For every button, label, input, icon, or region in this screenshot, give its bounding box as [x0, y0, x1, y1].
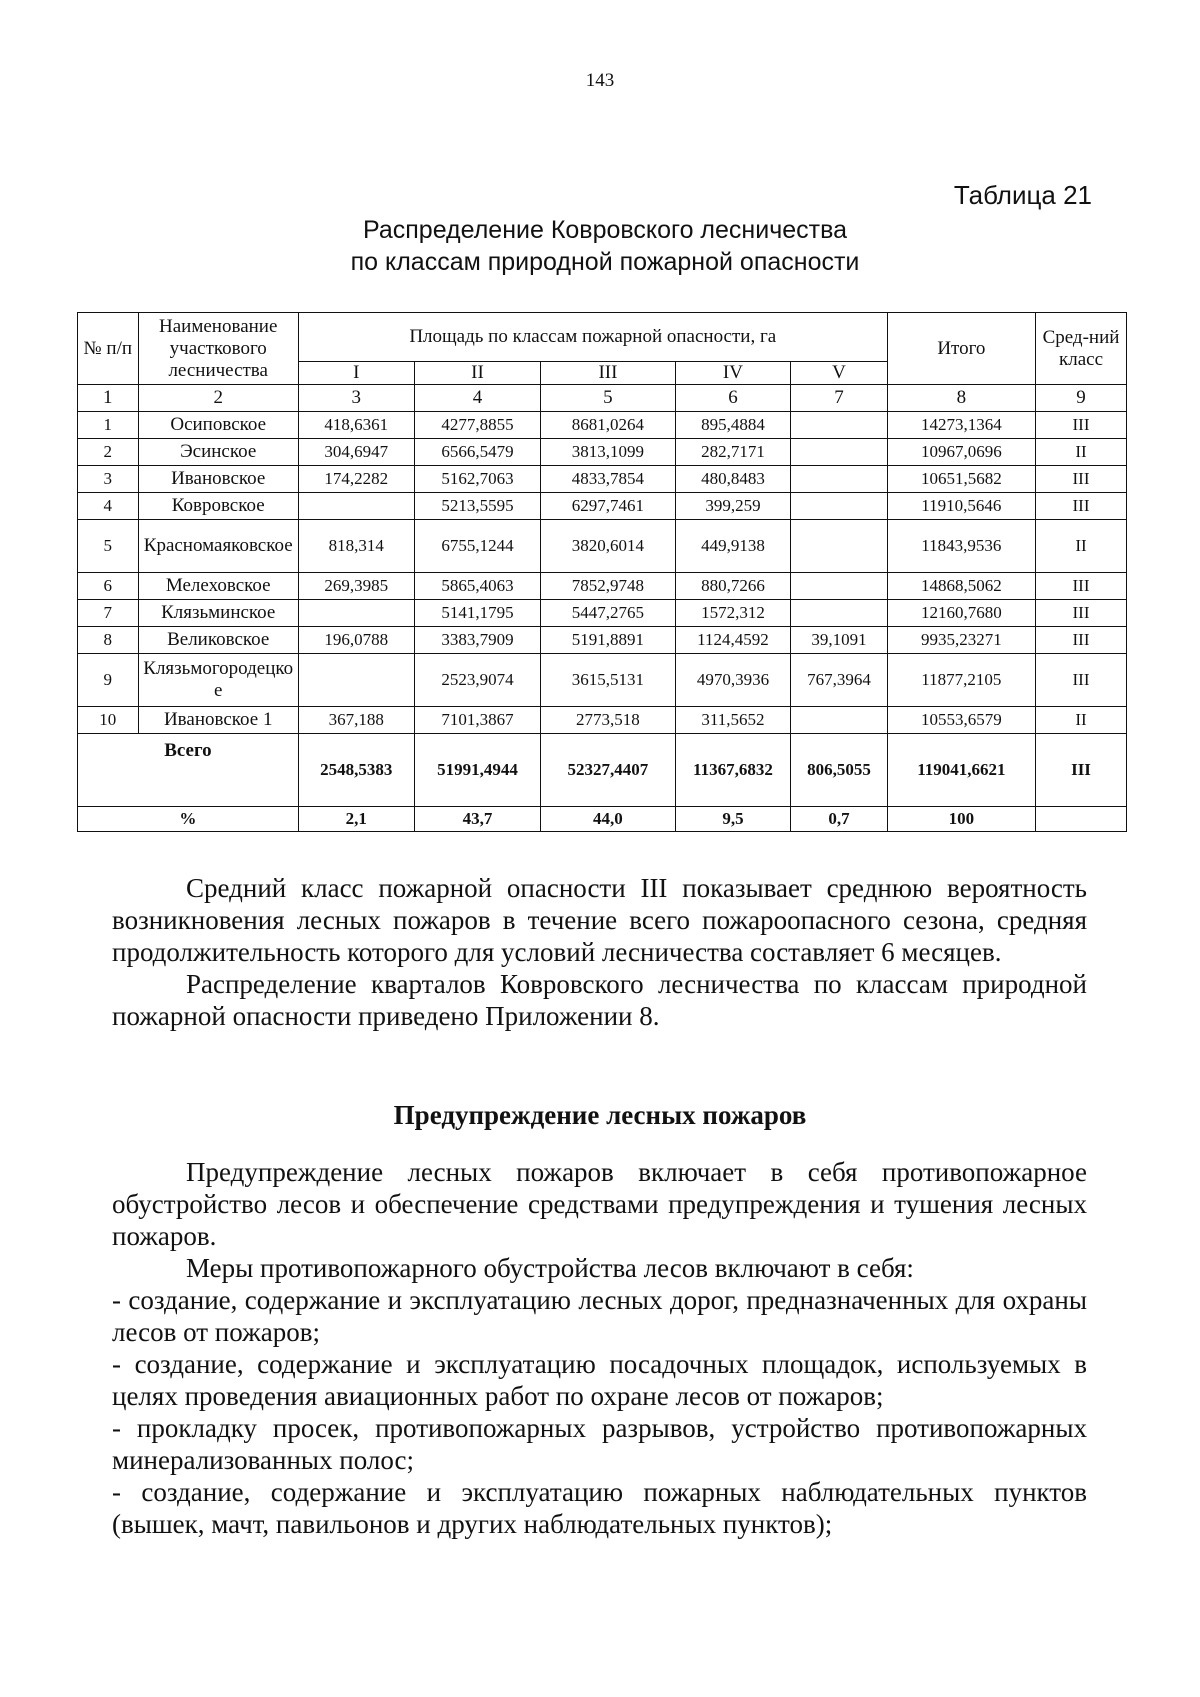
header-avg-class: Сред-ний класс: [1036, 313, 1127, 385]
cell-total: 12160,7680: [887, 600, 1035, 627]
total-class-3: 52327,4407: [541, 734, 675, 807]
cell-class-1: 818,314: [298, 520, 414, 573]
row-number: 4: [78, 493, 139, 520]
table-row: [78, 520, 1127, 573]
cell-class-3: 5191,8891: [541, 627, 675, 654]
header-row: [78, 313, 1127, 362]
table-row: [78, 654, 1127, 707]
cell-class-4: 880,7266: [675, 573, 791, 600]
cell-class-1: 196,0788: [298, 627, 414, 654]
cell-avg-class: III: [1036, 627, 1127, 654]
percent-class-1: 2,1: [298, 807, 414, 832]
cell-class-2: 5213,5595: [414, 493, 541, 520]
cell-class-5: [791, 412, 887, 439]
column-numbers-row: [78, 385, 1127, 412]
percent-class-3: 44,0: [541, 807, 675, 832]
cell-avg-class: III: [1036, 493, 1127, 520]
row-number: 5: [78, 520, 139, 573]
percent-class-2: 43,7: [414, 807, 541, 832]
cell-class-5: 39,1091: [791, 627, 887, 654]
cell-total: 9935,23271: [887, 627, 1035, 654]
table-row: [78, 493, 1127, 520]
cell-class-5: [791, 493, 887, 520]
cell-class-2: 2523,9074: [414, 654, 541, 707]
list-item: - создание, содержание и эксплуатацию пожарных наблюдательных пунктов (вышек, мачт, павильонов и других наблюдательных пунктов);: [112, 1477, 1087, 1539]
row-number: 7: [78, 600, 139, 627]
table-row: [78, 573, 1127, 600]
cell-class-2: 7101,3867: [414, 707, 541, 734]
cell-total: 10967,0696: [887, 439, 1035, 466]
row-name: Ковровское: [138, 493, 298, 520]
cell-class-3: 6297,7461: [541, 493, 675, 520]
percent-avg-class: [1036, 807, 1127, 832]
cell-class-3: 4833,7854: [541, 466, 675, 493]
cell-class-2: 5162,7063: [414, 466, 541, 493]
table-row: [78, 707, 1127, 734]
list-item: - прокладку просек, противопожарных разрывов, устройство противопожарных минерализованных полос;: [112, 1413, 1087, 1475]
percent-total: 100: [887, 807, 1035, 832]
row-number: 6: [78, 573, 139, 600]
column-number: 4: [414, 385, 541, 412]
cell-avg-class: III: [1036, 573, 1127, 600]
row-name: Клязьмогородецкое: [138, 654, 298, 707]
cell-class-4: 480,8483: [675, 466, 791, 493]
column-number: 1: [78, 385, 139, 412]
table-row: [78, 600, 1127, 627]
row-number: 9: [78, 654, 139, 707]
cell-class-4: 311,5652: [675, 707, 791, 734]
cell-class-5: 767,3964: [791, 654, 887, 707]
fire-danger-table: [77, 312, 1127, 832]
percent-class-4: 9,5: [675, 807, 791, 832]
total-avg-class: III: [1036, 734, 1127, 807]
header-class-5: V: [791, 362, 887, 385]
table-label: Таблица 21: [953, 180, 1092, 210]
cell-avg-class: III: [1036, 412, 1127, 439]
header-num: № п/п: [78, 313, 139, 385]
row-number: 3: [78, 466, 139, 493]
cell-class-5: [791, 707, 887, 734]
row-name: Мелеховское: [138, 573, 298, 600]
page-number: 143: [585, 70, 615, 91]
row-name: Ивановское 1: [138, 707, 298, 734]
paragraph-appendix-ref: Распределение кварталов Ковровского лесничества по классам природной пожарной опасности приведено Приложении 8.: [112, 969, 1087, 1031]
total-class-5: 806,5055: [791, 734, 887, 807]
table-row: [78, 466, 1127, 493]
row-name: Красномаяковское: [138, 520, 298, 573]
cell-class-5: [791, 600, 887, 627]
paragraph-avg-class: Средний класс пожарной опасности III показывает среднюю вероятность возникновения лесных пожаров в течение всего пожароопасного сезона, средняя продолжительность которого для условий лесничества составляет 6 месяцев.: [112, 873, 1087, 967]
cell-avg-class: II: [1036, 520, 1127, 573]
column-number: 5: [541, 385, 675, 412]
cell-avg-class: III: [1036, 466, 1127, 493]
cell-total: 11843,9536: [887, 520, 1035, 573]
totals-label: Всего: [78, 734, 299, 807]
cell-class-1: 304,6947: [298, 439, 414, 466]
cell-class-4: 449,9138: [675, 520, 791, 573]
cell-class-3: 3820,6014: [541, 520, 675, 573]
cell-class-3: 8681,0264: [541, 412, 675, 439]
body-text-block: [112, 872, 1087, 1032]
row-name: Эсинское: [138, 439, 298, 466]
cell-total: 14868,5062: [887, 573, 1035, 600]
cell-avg-class: III: [1036, 600, 1127, 627]
row-number: 8: [78, 627, 139, 654]
header-class-4: IV: [675, 362, 791, 385]
cell-class-3: 7852,9748: [541, 573, 675, 600]
cell-class-1: 367,188: [298, 707, 414, 734]
percent-class-5: 0,7: [791, 807, 887, 832]
header-name: Наименование участкового лесничества: [138, 313, 298, 385]
table-row: [78, 627, 1127, 654]
cell-class-1: 174,2282: [298, 466, 414, 493]
cell-class-1: [298, 654, 414, 707]
cell-class-5: [791, 520, 887, 573]
cell-class-4: 895,4884: [675, 412, 791, 439]
totals-row: [78, 734, 1127, 807]
total-sum: 119041,6621: [887, 734, 1035, 807]
column-number: 9: [1036, 385, 1127, 412]
paragraph-measures: Меры противопожарного обустройства лесов включают в себя:: [186, 1253, 914, 1283]
cell-class-1: 269,3985: [298, 573, 414, 600]
table-title-line-2: по классам природной пожарной опасности: [350, 248, 860, 276]
cell-class-2: 6566,5479: [414, 439, 541, 466]
row-name: Клязьминское: [138, 600, 298, 627]
cell-class-3: 3813,1099: [541, 439, 675, 466]
cell-class-4: 4970,3936: [675, 654, 791, 707]
cell-class-2: 4277,8855: [414, 412, 541, 439]
cell-class-4: 1124,4592: [675, 627, 791, 654]
percent-row: [78, 807, 1127, 832]
cell-total: 14273,1364: [887, 412, 1035, 439]
cell-class-4: 1572,312: [675, 600, 791, 627]
table-title-line-1: Распределение Ковровского лесничества: [363, 216, 847, 244]
cell-total: 11877,2105: [887, 654, 1035, 707]
row-number: 10: [78, 707, 139, 734]
cell-class-1: [298, 493, 414, 520]
header-class-1: I: [298, 362, 414, 385]
total-class-1: 2548,5383: [298, 734, 414, 807]
list-item: - создание, содержание и эксплуатацию лесных дорог, предназначенных для охраны лесов от пожаров;: [112, 1285, 1087, 1347]
column-number: 3: [298, 385, 414, 412]
cell-class-2: 3383,7909: [414, 627, 541, 654]
column-number: 6: [675, 385, 791, 412]
cell-class-5: [791, 573, 887, 600]
table-row: [78, 439, 1127, 466]
header-class-2: II: [414, 362, 541, 385]
cell-class-5: [791, 466, 887, 493]
column-number: 7: [791, 385, 887, 412]
cell-avg-class: III: [1036, 654, 1127, 707]
header-class-3: III: [541, 362, 675, 385]
list-item: - создание, содержание и эксплуатацию посадочных площадок, используемых в целях проведения авиационных работ по охране лесов от пожаров;: [112, 1349, 1087, 1411]
header-area-group: Площадь по классам пожарной опасности, га: [298, 313, 887, 362]
column-number: 8: [887, 385, 1035, 412]
total-class-2: 51991,4944: [414, 734, 541, 807]
cell-avg-class: II: [1036, 707, 1127, 734]
row-name: Ивановское: [138, 466, 298, 493]
cell-class-2: 5865,4063: [414, 573, 541, 600]
paragraph-prevention: Предупреждение лесных пожаров включает в себя противопожарное обустройство лесов и обеспечение средствами предупреждения и тушения лесных пожаров.: [112, 1157, 1087, 1251]
cell-avg-class: II: [1036, 439, 1127, 466]
table-title: [140, 214, 1070, 278]
row-name: Великовское: [138, 627, 298, 654]
row-name: Осиповское: [138, 412, 298, 439]
cell-class-3: 5447,2765: [541, 600, 675, 627]
total-class-4: 11367,6832: [675, 734, 791, 807]
cell-total: 10651,5682: [887, 466, 1035, 493]
row-number: 1: [78, 412, 139, 439]
cell-class-2: 6755,1244: [414, 520, 541, 573]
cell-class-5: [791, 439, 887, 466]
cell-class-2: 5141,1795: [414, 600, 541, 627]
row-number: 2: [78, 439, 139, 466]
cell-class-4: 282,7171: [675, 439, 791, 466]
cell-total: 11910,5646: [887, 493, 1035, 520]
cell-class-3: 3615,5131: [541, 654, 675, 707]
section-text-block: [112, 1156, 1087, 1540]
header-total: Итого: [887, 313, 1035, 385]
section-heading: Предупреждение лесных пожаров: [393, 1100, 807, 1130]
cell-class-4: 399,259: [675, 493, 791, 520]
cell-class-1: [298, 600, 414, 627]
table-row: [78, 412, 1127, 439]
cell-total: 10553,6579: [887, 707, 1035, 734]
cell-class-3: 2773,518: [541, 707, 675, 734]
column-number: 2: [138, 385, 298, 412]
cell-class-1: 418,6361: [298, 412, 414, 439]
percent-label: %: [78, 807, 299, 832]
